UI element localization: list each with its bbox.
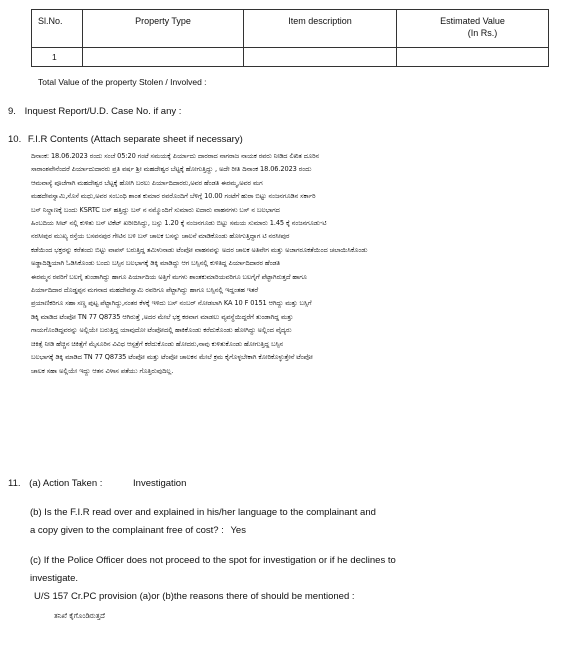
fir-line: ಚಾಲಕ ಸಹಾ ಅಲ್ಲಿಯೇ ಇದ್ದು ಆತನ ವಿಳಾಸ ಪತೆಯು ಗೊತ್ತಿರುವುದಿಲ್ಲ. — [31, 366, 174, 375]
cell-property-type — [83, 48, 244, 67]
fir-line: ಬಲಭಾಗಕ್ಕೆ ಡಿಕ್ಕಿ ಮಾಡಿದ TN 77 Q8735 ಟೆಂಪೋ ಮತ್ತು ಟೆಂಪೋ ಚಾಲಕನ ಮೇಲೆ ಕ್ರಮ ಕೈಗೊಳ್ಳಬೇಕಾಗಿ ಕೋರಿಕೊಳ್ಳುತ್ತೇನೆ ಟೆಂಪೋ — [31, 353, 313, 362]
property-table — [31, 9, 549, 67]
estimated-value-unit: (In Rs.) — [467, 28, 498, 38]
col-header-estimated-value — [397, 10, 549, 48]
item-c-line1: (c) If the Police Officer does not proceed to the spot for investigation or if he declines to — [30, 555, 396, 566]
section-number: 10. — [8, 134, 22, 145]
action-taken-value: Investigation — [133, 478, 187, 489]
item-b-question: a copy given to the complainant free of cost? : — [30, 525, 224, 536]
fir-line: ನರಸೀಪುರ ಮುಖ್ಯ ರಸ್ತೆಯ ಬಸವನಪುರ ಗೇಟಿನ ಬಳಿ ಬಸ್ ಚಾಲಕ ಬಸನ್ನು ಚಾಲನೆ ಮಾಡಿಕೊಂಡು ಹೋಗುತ್ತಿದ್ದಾಗ ಟಿ ನರಸೀಪುರ — [31, 232, 290, 241]
item-b-line2 — [30, 525, 246, 536]
fir-line: ಹಿಂಬದಿಯ ಸೀಟ್ ನಲ್ಲಿ ಕುಳಿತು ಬಸ್ ಟಿಕೆಟ್ ಖರೀದಿಸಿದ್ದು, ಬಸ್ಸು 1.20 ಕ್ಕೆ ನಂಜನಗೂಡು ಬಿಟ್ಟು ಸಮಯ ಸುಮಾರು 1.45 ಕ್ಕೆ ನಂಜನಗೂಡು-ಟಿ — [31, 219, 327, 228]
col-header-slno: Sl.No. — [32, 10, 83, 48]
action-taken-label: (a) Action Taken : — [29, 478, 103, 489]
col-header-property-type: Property Type — [83, 10, 244, 48]
fir-contents-text — [31, 150, 541, 378]
estimated-value-label: Estimated Value — [440, 16, 505, 26]
item-b-line1: (b) Is the F.I.R read over and explained in his/her language to the complainant and — [30, 507, 376, 518]
fir-line: ಆಮವಾಸ್ಯೆ ಪೂಜೆಗಾಗಿ ಮಹದೇಶ್ವರ ಬೆಟ್ಟಕ್ಕೆ ಹೋಗಿ ಬರಲು ಪಿರ್ಯಾದಿದಾರರು,ಅವರ ಹೆಂಡತಿ ಈರಮ್ಮ,ಅವರ ಮಗ — [31, 178, 263, 187]
fir-line: ಮಹದೇವಸ್ವಾಮಿ,ಸೊಸೆ ಮಧು,ಅವರ ಸಂಬಂಧಿ ಶಾಂತ ಕುಮಾರ ರವರೊಂದಿಗೆ ಬೆಳಿಗ್ಗೆ 10.00 ಗಂಟೆಗೆ ಹುರಾ ಬಿಟ್ಟು ನಂಜನಗೂಡಿನ ಸರ್ಕಾರಿ — [31, 192, 316, 201]
fir-line: ಈರಮ್ಮನ ರವರಿಗೆ ಬಲಗೈ ತುಂಡಾಗಿದ್ದು ಹಾಗೂ ಪಿರ್ಯಾದಿಯ ಅತ್ತಿಗೆ ಮಗಳು ಶಾಂತಕುಮಾರಿಯವರಿಗೂ ಬಲಗೈಗೆ ಪೆಟ್ಟಾಗಿರುತ್ತದೆ ಹಾಗೂ — [31, 272, 307, 281]
cell-estimated-value — [397, 48, 549, 67]
fir-heading — [8, 134, 243, 145]
cell-slno: 1 — [32, 48, 83, 67]
fir-line: ಪಿರ್ಯಾದಿದಾರ ದೊಡ್ಡಪ್ಪನ ಮಗನಾದ ಮಹದೇವಸ್ವಾಮಿ ರವರಿಗೂ ಪೆಟ್ಟಾಗಿದ್ದು ಹಾಗೂ ಬಸ್ಸಿನಲ್ಲಿ ಇದ್ದಂತಹ ಇತರೆ — [31, 286, 259, 295]
col-header-item-description: Item description — [244, 10, 397, 48]
inquest-heading — [8, 106, 181, 117]
inquest-label: Inquest Report/U.D. Case No. if any : — [24, 106, 182, 117]
cell-item-description — [244, 48, 397, 67]
item-c-line2: investigate. — [30, 573, 79, 584]
section-number: 9. — [8, 106, 16, 117]
fir-line: ಡಿಕ್ಕಿ ಮಾಡಿದ ಟೆಂಪೋ TN 77 Q8735 ಆಗಿರುತ್ತೆ ,ಅದರ ಮೇಲೆ ಭಕ್ತ ಕರವಾಗ ಮಾಡಲು ವ್ಯವಸ್ಥೆಯಿದ್ದರೆಗೆ ತುಂಡಾಗಿದ್ದ ಮತ್ತು — [31, 312, 294, 321]
fir-line: ಪ್ರಯಾಣಿಕರಿಗೂ ಸಹಾ ಸಣ್ಣ ಪುಟ್ಟ ಪೆಟ್ಟಾಗಿದ್ದು,ನಂತರ ಕೆಳಕ್ಕೆ ಇಳಿದು ಬಸ್ ನಂಬರ್ ನೋಡಲಾಗಿ KA 10 F 0151 ಆಗಿದ್ದು ಮತ್ತು ಬಸ್ಸಿಗೆ — [31, 299, 312, 308]
fir-line: ಗಾಯಗೊಂಡಿದ್ದವರನ್ನು ಅಲ್ಲಿಯೇ ಬರುತ್ತಿದ್ದ ಯಾವುದೋ ಟೆಂಪೋದಲ್ಲಿ ಹಾಕಿಕೊಂಡು ಕರೆದುಕೊಂಡು ಹೋಗಿದ್ದು ಅಲ್ಲಿಂದ ವೈದ್ಯರು — [31, 326, 292, 335]
fir-line: ಸಾರಾಂಶವೇನೆಂದರೆ ಪಿರ್ಯಾದುದಾರರು ಪ್ರತಿ ವರ್ಷ ಶ್ರೀ ಮಹದೇಶ್ವರ ಬೆಟ್ಟಕ್ಕೆ ಹೋಗುತ್ತಿದ್ದು , ಅದೇ ರೀತಿ ದಿನಾಂಕ 18.06.2023 ರಂದು — [31, 165, 312, 174]
action-taken-row — [8, 478, 186, 489]
fir-label: F.I.R Contents (Attach separate sheet if necessary) — [27, 134, 243, 145]
provision-label: U/S 157 Cr.PC provision (a)or (b)the reasons there of should be mentioned : — [34, 591, 355, 602]
investigation-remark: ತನಿಖೆ ಕೈಗೊಂಡಿರುತ್ತದೆ — [54, 612, 105, 620]
section-number: 11. — [8, 478, 21, 489]
fir-line: ಕಡೆಯಿಂದ ಭಕ್ತರನ್ನು ಕರೆತಂದು ಬಿಟ್ಟು ವಾಪಸ್ ಬರುತ್ತಿದ್ದ ತಮಿಳುನಾಡು ಟೆಂಪೋ ವಾಹನವನ್ನು ಅದರ ಚಾಲಕ ಅತಿವೇಗ ಮತ್ತು ಅಜಾಗರೂಕತೆಯಿಂದ ಚಲಾಯಿಸಿಕೊಂಡು — [31, 245, 368, 254]
table-header-row — [32, 10, 549, 48]
item-b-answer: Yes — [230, 525, 246, 536]
fir-line: ದಿನಾಂಕ: 18.06.2023 ರಂದು ಸಂಜೆ 05:20 ಗಂಟೆ ಸಮಯಕ್ಕೆ ಪಿರ್ಯಾದು ದಾರರಾದ ನಾಗರಾಜ ನಾಯಕ ರವರು ನೀಡಿದ ಲಿಖಿತ ದೂರಿನ — [31, 152, 320, 160]
fir-line: ಬಸ್ ನಿಲ್ದಾಣಕ್ಕೆ ಬಂದು KSRTC ಬಸ್ ಹತ್ತಿದ್ದು ಬಸ್ ನ ನಮ್ಮೊಂದಿಗೆ ಸುಮಾರು ಐದಾರು ವಾಹನಗಳು ಬಸ್ ನ ಬಲಭಾಗದ — [31, 205, 280, 214]
fir-line: ಚಿಕಿತ್ಸೆ ನೀಡಿ ಹೆಚ್ಚಿನ ಚಿಕಿತ್ಸೆಗೆ ಮೈಸೂರಿನ ವಿವಿಧ ಆಸ್ಪತ್ರೆಗೆ ಕರೆದುಕೊಂಡು ಹೋದರು,ನಾವು ಕುಳಿತುಕೊಂಡು ಹೋಗುತ್ತಿದ್ದ ಬಸ್ಸಿನ — [31, 339, 284, 348]
total-value-label: Total Value of the property Stolen / Involved : — [38, 77, 207, 87]
fir-line: ಅಡ್ಡಾದಿಡ್ಡಿಯಾಗಿ ಓಡಿಸಿಕೊಂಡು ಬಂದು ಬಸ್ಸಿನ ಬಲಭಾಗಕ್ಕೆ ಡಿಕ್ಕಿ ಮಾಡಿದ್ದು ಆಗ ಬಸ್ಸಿನಲ್ಲಿ ಕುಳಿತಿದ್ದ ಪಿರ್ಯಾದಿದಾರರ ಹೆಂಡತಿ — [31, 259, 281, 268]
table-row — [32, 48, 549, 67]
